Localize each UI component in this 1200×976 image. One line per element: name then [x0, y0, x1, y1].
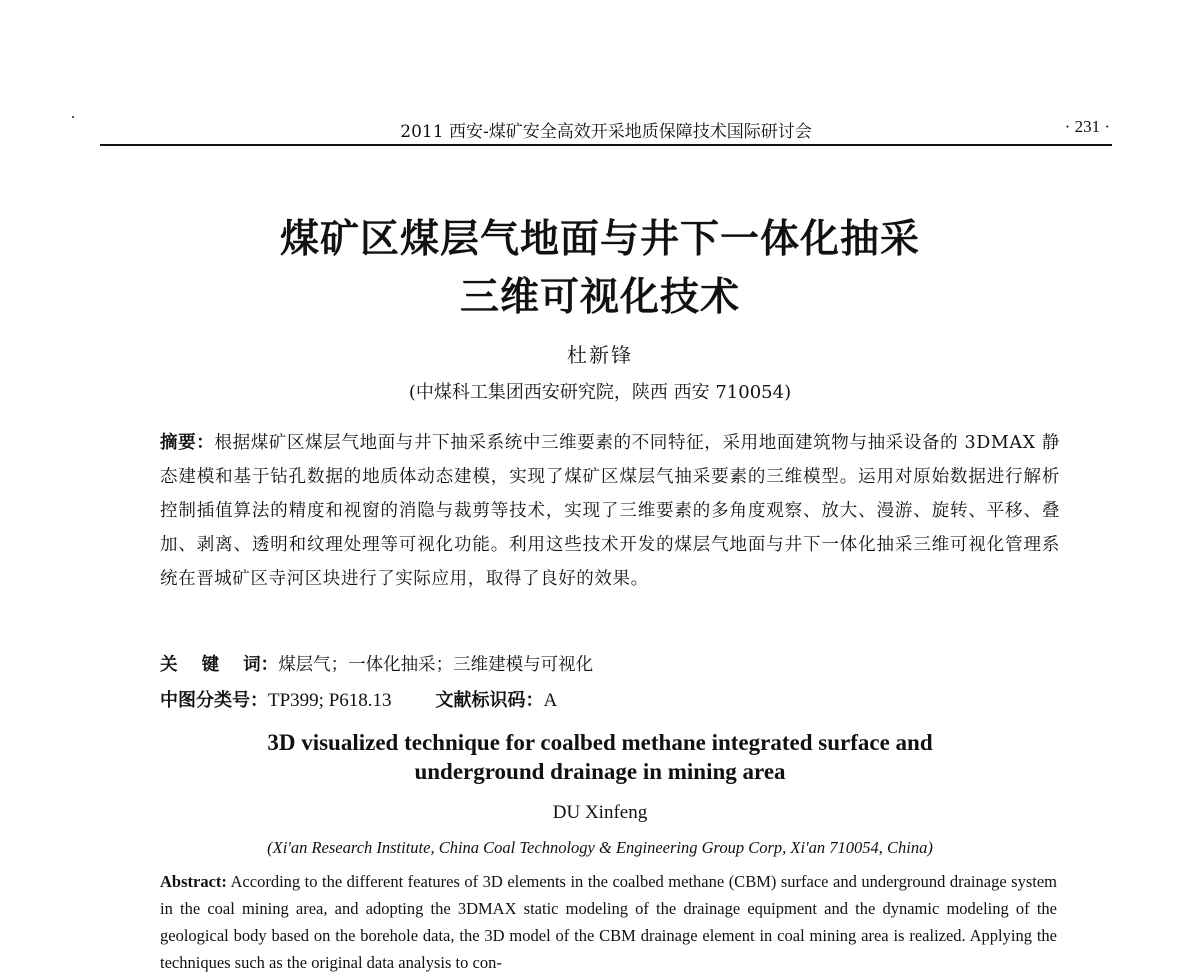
journal-title: 2011 西安-煤矿安全高效开采地质保障技术国际研讨会: [400, 122, 812, 142]
cn-classification: [160, 686, 557, 712]
page-number: · 231 ·: [1064, 117, 1110, 136]
cn-abstract-label: 摘要：: [160, 433, 215, 453]
en-author: DU Xinfeng: [552, 802, 648, 823]
en-title-line-2: underground drainage in mining area: [414, 759, 786, 784]
cn-doc-value: A: [543, 690, 558, 711]
en-abstract-label: Abstract:: [160, 872, 227, 891]
cn-title-line-1: 煤矿区煤层气地面与井下一体化抽采: [279, 217, 920, 262]
scan-speck: [72, 116, 74, 118]
cn-class-label: 中图分类号：: [160, 690, 268, 711]
cn-title-line-2: 三维可视化技术: [459, 275, 740, 320]
running-header: [100, 112, 1112, 146]
header-rule: [100, 144, 1112, 146]
cn-affiliation: (中煤科工集团西安研究院，陕西 西安 710054): [408, 382, 792, 403]
cn-keywords-label: 关 键 词：: [160, 655, 279, 675]
cn-abstract-text: 根据煤矿区煤层气地面与井下抽采系统中三维要素的不同特征，采用地面建筑物与抽采设备的 3DMAX 静态建模和基于钻孔数据的地质体动态建模，实现了煤矿区煤层气抽采要素的三维模型。运用对原始数据进行解析控制插值算法的精度和视窗的消隐与裁剪等技术，实现了三维要素的多角度观察、放大、漫游、旋转、平移、叠加、剥离、透明和纹理处理等可视化功能。利用这些技术开发的煤层气地面与井下一体化抽采三维可视化管理系统在晋城矿区寺河区块进行了实际应用，取得了良好的效果。: [160, 433, 1060, 589]
cn-doc-label: 文献标识码：: [435, 690, 544, 711]
cn-keywords: [160, 651, 593, 676]
en-abstract: [160, 868, 1057, 976]
cn-class-value: TP399; P618.13: [268, 690, 392, 711]
cn-keywords-text: 煤层气；一体化抽采；三维建模与可视化: [278, 655, 594, 675]
en-abstract-text: According to the different features of 3D elements in the coalbed methane (CBM) surface and underground drainage system in the coal mining area, and adopting the 3DMAX static modeling of the drainage equipment and the dynamic modeling of the geological body based on the borehole data, the 3D model of the CBM drainage element in coal mining area is realized. Applying the techniques such as the original data analysis to con-: [160, 872, 1057, 972]
cn-abstract: [160, 426, 1060, 596]
cn-author: 杜新锋: [567, 343, 633, 367]
en-title-line-1: 3D visualized technique for coalbed methane integrated surface and: [267, 730, 933, 755]
en-affiliation: (Xi'an Research Institute, China Coal Technology & Engineering Group Corp, Xi'an 710054, China): [267, 838, 933, 857]
